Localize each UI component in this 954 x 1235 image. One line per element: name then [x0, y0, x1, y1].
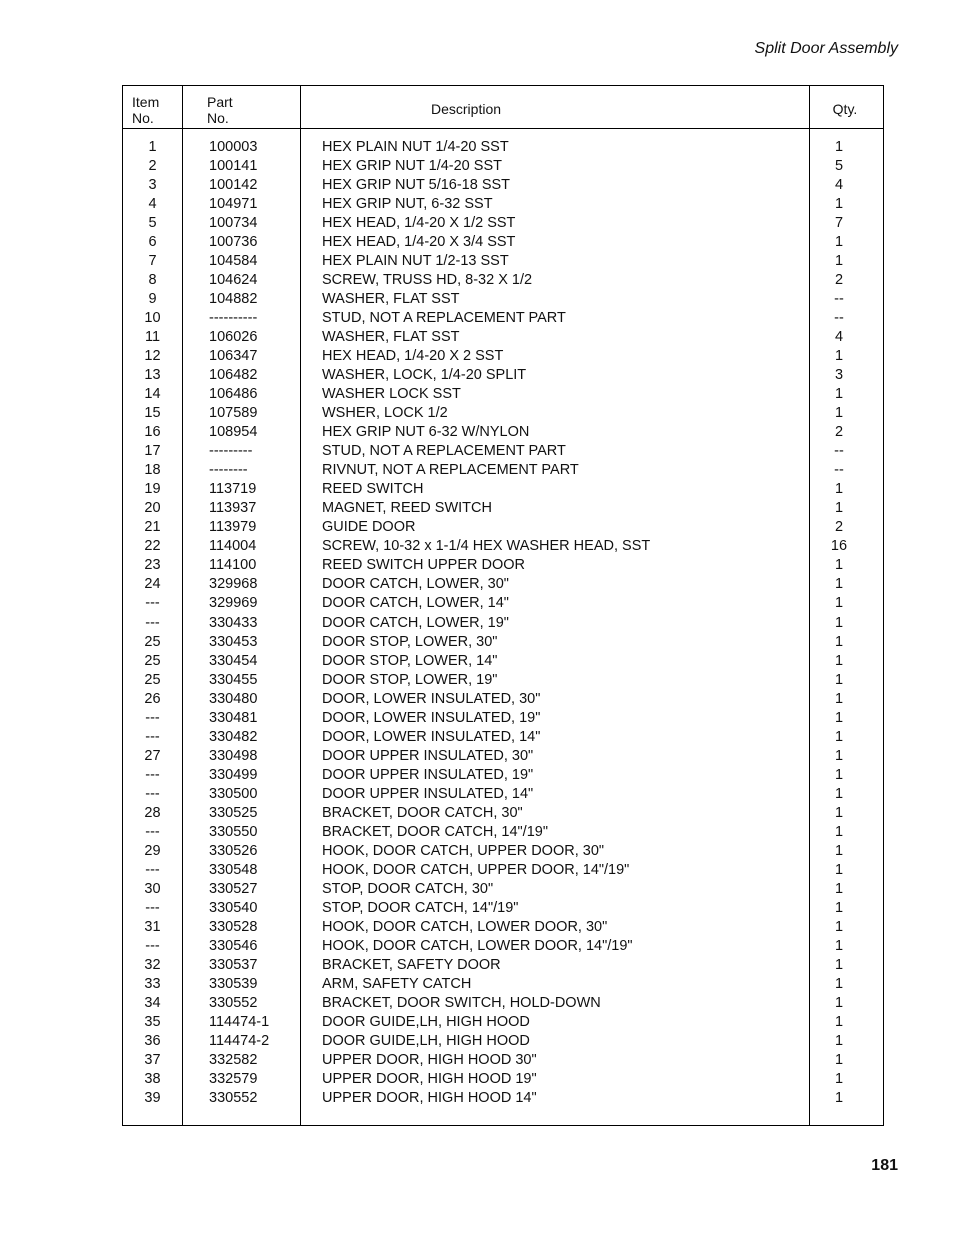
qty-cell: 4 — [834, 177, 844, 193]
description-cell: UPPER DOOR, HIGH HOOD 19" — [322, 1071, 537, 1087]
part-no-cell: 108954 — [209, 424, 258, 440]
item-no-cell: 13 — [144, 367, 161, 383]
description-cell: STUD, NOT A REPLACEMENT PART — [322, 310, 566, 326]
item-no-cell: 7 — [148, 253, 157, 269]
page-number: 181 — [871, 1157, 898, 1174]
part-no-cell: ---------- — [209, 310, 258, 326]
description-cell: WASHER, FLAT SST — [322, 329, 460, 345]
table-row — [123, 575, 883, 593]
qty-cell: -- — [834, 291, 844, 307]
part-no-cell: 330537 — [209, 957, 258, 973]
header-item-no: Item No. — [132, 94, 160, 126]
table-row — [123, 480, 883, 498]
item-no-cell: 19 — [144, 481, 161, 497]
table-row — [123, 594, 883, 612]
item-no-cell: 14 — [144, 386, 161, 402]
table-row — [123, 176, 883, 194]
part-no-cell: 330539 — [209, 976, 258, 992]
description-cell: HEX HEAD, 1/4-20 X 3/4 SST — [322, 234, 516, 250]
item-no-cell: 12 — [144, 348, 161, 364]
item-no-cell: 35 — [144, 1014, 161, 1030]
description-cell: HEX GRIP NUT 1/4-20 SST — [322, 158, 502, 174]
description-cell: HEX GRIP NUT, 6-32 SST — [322, 196, 493, 212]
part-no-cell: 330552 — [209, 1090, 258, 1106]
header-description: Description — [430, 101, 502, 117]
table-row — [123, 861, 883, 879]
table-row — [123, 709, 883, 727]
part-no-cell: 114100 — [209, 557, 257, 573]
part-no-cell: 330550 — [209, 824, 258, 840]
qty-cell: 1 — [834, 196, 844, 212]
part-no-cell: 330540 — [209, 900, 258, 916]
item-no-cell: 4 — [148, 196, 157, 212]
description-cell: WASHER, FLAT SST — [322, 291, 460, 307]
qty-cell: 2 — [834, 519, 844, 535]
qty-cell: 2 — [834, 424, 844, 440]
qty-cell: 1 — [834, 386, 844, 402]
part-no-cell: 330454 — [209, 653, 258, 669]
description-cell: DOOR UPPER INSULATED, 14" — [322, 786, 534, 802]
part-no-cell: 330433 — [209, 615, 258, 631]
description-cell: WASHER, LOCK, 1/4-20 SPLIT — [322, 367, 527, 383]
item-no-cell: 16 — [144, 424, 161, 440]
item-no-cell: 25 — [144, 672, 161, 688]
part-no-cell: 330482 — [209, 729, 258, 745]
item-no-cell: 20 — [144, 500, 161, 516]
table-row — [123, 747, 883, 765]
description-cell: SCREW, TRUSS HD, 8-32 X 1/2 — [322, 272, 533, 288]
description-cell: DOOR, LOWER INSULATED, 14" — [322, 729, 541, 745]
item-no-cell: 30 — [144, 881, 161, 897]
item-no-cell: 27 — [144, 748, 161, 764]
item-no-cell: 26 — [144, 691, 161, 707]
qty-cell: 1 — [834, 805, 844, 821]
part-no-cell: 104624 — [209, 272, 258, 288]
part-no-cell: 330499 — [209, 767, 258, 783]
table-row — [123, 956, 883, 974]
qty-cell: 1 — [834, 1090, 844, 1106]
item-no-cell: 6 — [148, 234, 157, 250]
qty-cell: 1 — [834, 748, 844, 764]
table-row — [123, 404, 883, 422]
item-no-cell: 39 — [144, 1090, 161, 1106]
description-cell: HEX HEAD, 1/4-20 X 1/2 SST — [322, 215, 516, 231]
qty-cell: 1 — [834, 557, 844, 573]
table-row — [123, 690, 883, 708]
qty-cell: 1 — [834, 348, 844, 364]
part-no-cell: 100734 — [209, 215, 258, 231]
part-no-cell: 330528 — [209, 919, 258, 935]
description-cell: HEX PLAIN NUT 1/2-13 SST — [322, 253, 509, 269]
table-row — [123, 766, 883, 784]
description-cell: HOOK, DOOR CATCH, LOWER DOOR, 14"/19" — [322, 938, 633, 954]
description-cell: HEX HEAD, 1/4-20 X 2 SST — [322, 348, 504, 364]
description-cell: DOOR STOP, LOWER, 14" — [322, 653, 498, 669]
part-no-cell: 330500 — [209, 786, 258, 802]
part-no-cell: 106347 — [209, 348, 258, 364]
item-no-cell: 25 — [144, 653, 161, 669]
qty-cell: 1 — [834, 786, 844, 802]
qty-cell: -- — [834, 443, 844, 459]
item-no-cell: 32 — [144, 957, 161, 973]
page-header-title: Split Door Assembly — [754, 40, 898, 57]
qty-cell: 1 — [834, 843, 844, 859]
qty-cell: 3 — [834, 367, 844, 383]
table-row — [123, 994, 883, 1012]
qty-cell: 1 — [834, 824, 844, 840]
item-no-cell: 5 — [148, 215, 157, 231]
table-row — [123, 290, 883, 308]
item-no-cell: --- — [145, 900, 160, 916]
table-row — [123, 633, 883, 651]
qty-cell: 1 — [834, 1033, 844, 1049]
table-row — [123, 442, 883, 460]
part-no-cell: 329969 — [209, 595, 258, 611]
qty-cell: 1 — [834, 253, 844, 269]
table-row — [123, 233, 883, 251]
item-no-cell: 38 — [144, 1071, 161, 1087]
description-cell: HEX PLAIN NUT 1/4-20 SST — [322, 139, 509, 155]
part-no-cell: 330453 — [209, 634, 258, 650]
table-row — [123, 937, 883, 955]
description-cell: STUD, NOT A REPLACEMENT PART — [322, 443, 566, 459]
table-row — [123, 214, 883, 232]
description-cell: DOOR STOP, LOWER, 19" — [322, 672, 498, 688]
description-cell: UPPER DOOR, HIGH HOOD 30" — [322, 1052, 537, 1068]
item-no-cell: --- — [145, 729, 160, 745]
description-cell: WSHER, LOCK 1/2 — [322, 405, 448, 421]
table-row — [123, 461, 883, 479]
item-no-cell: 17 — [144, 443, 161, 459]
table-row — [123, 804, 883, 822]
item-no-cell: 24 — [144, 576, 161, 592]
qty-cell: -- — [834, 310, 844, 326]
item-no-cell: 10 — [144, 310, 161, 326]
description-cell: REED SWITCH UPPER DOOR — [322, 557, 526, 573]
table-row — [123, 785, 883, 803]
description-cell: REED SWITCH — [322, 481, 424, 497]
part-no-cell: 113719 — [209, 481, 257, 497]
qty-cell: 1 — [834, 576, 844, 592]
table-row — [123, 138, 883, 156]
table-row — [123, 1032, 883, 1050]
table-row — [123, 157, 883, 175]
table-row — [123, 1013, 883, 1031]
item-no-cell: 37 — [144, 1052, 161, 1068]
item-no-cell: 11 — [144, 329, 161, 345]
qty-cell: 1 — [834, 729, 844, 745]
part-no-cell: 330546 — [209, 938, 258, 954]
table-row — [123, 1070, 883, 1088]
item-no-cell: 25 — [144, 634, 161, 650]
part-no-cell: 330548 — [209, 862, 258, 878]
qty-cell: 1 — [834, 595, 844, 611]
item-no-cell: 33 — [144, 976, 161, 992]
item-no-cell: 29 — [144, 843, 161, 859]
qty-cell: 1 — [834, 862, 844, 878]
description-cell: DOOR CATCH, LOWER, 14" — [322, 595, 509, 611]
qty-cell: 5 — [834, 158, 844, 174]
description-cell: BRACKET, DOOR CATCH, 14"/19" — [322, 824, 548, 840]
item-no-cell: 2 — [148, 158, 157, 174]
qty-cell: 1 — [834, 1014, 844, 1030]
description-cell: RIVNUT, NOT A REPLACEMENT PART — [322, 462, 579, 478]
part-no-cell: 330527 — [209, 881, 258, 897]
item-no-cell: 21 — [144, 519, 161, 535]
description-cell: DOOR GUIDE,LH, HIGH HOOD — [322, 1014, 530, 1030]
parts-table — [122, 85, 884, 1126]
qty-cell: 7 — [834, 215, 844, 231]
qty-cell: 1 — [834, 481, 844, 497]
part-no-cell: 330498 — [209, 748, 258, 764]
header-divider — [123, 128, 883, 129]
description-cell: DOOR, LOWER INSULATED, 19" — [322, 710, 541, 726]
part-no-cell: 330526 — [209, 843, 258, 859]
item-no-cell: --- — [145, 595, 160, 611]
qty-cell: 1 — [834, 767, 844, 783]
part-no-cell: 113979 — [209, 519, 257, 535]
description-cell: DOOR, LOWER INSULATED, 30" — [322, 691, 541, 707]
table-row — [123, 880, 883, 898]
header-qty: Qty. — [832, 101, 858, 117]
description-cell: BRACKET, DOOR SWITCH, HOLD-DOWN — [322, 995, 601, 1011]
item-no-cell: 28 — [144, 805, 161, 821]
item-no-cell: 1 — [148, 139, 157, 155]
qty-cell: 1 — [834, 919, 844, 935]
table-row — [123, 385, 883, 403]
description-cell: HOOK, DOOR CATCH, UPPER DOOR, 30" — [322, 843, 605, 859]
part-no-cell: 332582 — [209, 1052, 258, 1068]
qty-cell: 1 — [834, 615, 844, 631]
item-no-cell: --- — [145, 615, 160, 631]
qty-cell: 1 — [834, 653, 844, 669]
item-no-cell: 3 — [148, 177, 157, 193]
table-row — [123, 366, 883, 384]
part-no-cell: 104882 — [209, 291, 258, 307]
description-cell: DOOR CATCH, LOWER, 30" — [322, 576, 509, 592]
item-no-cell: 31 — [144, 919, 161, 935]
qty-cell: 2 — [834, 272, 844, 288]
qty-cell: 1 — [834, 957, 844, 973]
part-no-cell: 104584 — [209, 253, 258, 269]
part-no-cell: 106486 — [209, 386, 258, 402]
item-no-cell: --- — [145, 824, 160, 840]
table-row — [123, 252, 883, 270]
table-row — [123, 614, 883, 632]
description-cell: STOP, DOOR CATCH, 14"/19" — [322, 900, 519, 916]
description-cell: HOOK, DOOR CATCH, LOWER DOOR, 30" — [322, 919, 608, 935]
table-row — [123, 556, 883, 574]
table-row — [123, 728, 883, 746]
part-no-cell: 332579 — [209, 1071, 258, 1087]
item-no-cell: 22 — [144, 538, 161, 554]
table-row — [123, 842, 883, 860]
part-no-cell: 100003 — [209, 139, 258, 155]
table-row — [123, 975, 883, 993]
part-no-cell: 106482 — [209, 367, 258, 383]
part-no-cell: 330525 — [209, 805, 258, 821]
qty-cell: 1 — [834, 881, 844, 897]
table-row — [123, 347, 883, 365]
qty-cell: 4 — [834, 329, 844, 345]
table-row — [123, 328, 883, 346]
table-row — [123, 309, 883, 327]
qty-cell: 1 — [834, 976, 844, 992]
table-row — [123, 423, 883, 441]
qty-cell: 1 — [834, 234, 844, 250]
description-cell: WASHER LOCK SST — [322, 386, 461, 402]
description-cell: DOOR STOP, LOWER, 30" — [322, 634, 498, 650]
description-cell: STOP, DOOR CATCH, 30" — [322, 881, 494, 897]
table-row — [123, 918, 883, 936]
qty-cell: 1 — [834, 672, 844, 688]
qty-cell: 1 — [834, 900, 844, 916]
description-cell: DOOR UPPER INSULATED, 19" — [322, 767, 534, 783]
item-no-cell: 34 — [144, 995, 161, 1011]
item-no-cell: 9 — [148, 291, 157, 307]
table-row — [123, 652, 883, 670]
item-no-cell: 36 — [144, 1033, 161, 1049]
table-row — [123, 899, 883, 917]
part-no-cell: 107589 — [209, 405, 258, 421]
table-row — [123, 271, 883, 289]
item-no-cell: 8 — [148, 272, 157, 288]
item-no-cell: --- — [145, 710, 160, 726]
part-no-cell: 114474-2 — [209, 1033, 270, 1049]
description-cell: ARM, SAFETY CATCH — [322, 976, 472, 992]
description-cell: UPPER DOOR, HIGH HOOD 14" — [322, 1090, 537, 1106]
description-cell: DOOR CATCH, LOWER, 19" — [322, 615, 509, 631]
description-cell: SCREW, 10-32 x 1-1/4 HEX WASHER HEAD, SST — [322, 538, 651, 554]
part-no-cell: 100141 — [209, 158, 258, 174]
table-row — [123, 195, 883, 213]
qty-cell: -- — [834, 462, 844, 478]
table-row — [123, 518, 883, 536]
item-no-cell: --- — [145, 767, 160, 783]
description-cell: MAGNET, REED SWITCH — [322, 500, 492, 516]
part-no-cell: 113937 — [209, 500, 257, 516]
qty-cell: 1 — [834, 1071, 844, 1087]
part-no-cell: 114474-1 — [209, 1014, 270, 1030]
qty-cell: 1 — [834, 500, 844, 516]
part-no-cell: 114004 — [209, 538, 257, 554]
description-cell: HEX GRIP NUT 5/16-18 SST — [322, 177, 511, 193]
qty-cell: 16 — [830, 538, 848, 554]
part-no-cell: 330552 — [209, 995, 258, 1011]
item-no-cell: 23 — [144, 557, 161, 573]
table-row — [123, 537, 883, 555]
header-part-no: Part No. — [207, 94, 233, 126]
qty-cell: 1 — [834, 691, 844, 707]
part-no-cell: 330481 — [209, 710, 258, 726]
table-row — [123, 1051, 883, 1069]
part-no-cell: 100736 — [209, 234, 258, 250]
part-no-cell: 104971 — [209, 196, 258, 212]
table-row — [123, 499, 883, 517]
part-no-cell: -------- — [209, 462, 248, 478]
qty-cell: 1 — [834, 139, 844, 155]
item-no-cell: --- — [145, 862, 160, 878]
qty-cell: 1 — [834, 710, 844, 726]
part-no-cell: 330455 — [209, 672, 258, 688]
description-cell: GUIDE DOOR — [322, 519, 416, 535]
part-no-cell: 106026 — [209, 329, 258, 345]
qty-cell: 1 — [834, 995, 844, 1011]
item-no-cell: 15 — [144, 405, 161, 421]
description-cell: BRACKET, SAFETY DOOR — [322, 957, 501, 973]
item-no-cell: --- — [145, 786, 160, 802]
part-no-cell: 330480 — [209, 691, 258, 707]
description-cell: BRACKET, DOOR CATCH, 30" — [322, 805, 523, 821]
qty-cell: 1 — [834, 1052, 844, 1068]
description-cell: DOOR GUIDE,LH, HIGH HOOD — [322, 1033, 530, 1049]
part-no-cell: --------- — [209, 443, 253, 459]
table-row — [123, 823, 883, 841]
table-row — [123, 1089, 883, 1107]
part-no-cell: 329968 — [209, 576, 258, 592]
table-row — [123, 671, 883, 689]
description-cell: HEX GRIP NUT 6-32 W/NYLON — [322, 424, 530, 440]
part-no-cell: 100142 — [209, 177, 258, 193]
qty-cell: 1 — [834, 938, 844, 954]
qty-cell: 1 — [834, 634, 844, 650]
item-no-cell: --- — [145, 938, 160, 954]
description-cell: HOOK, DOOR CATCH, UPPER DOOR, 14"/19" — [322, 862, 630, 878]
qty-cell: 1 — [834, 405, 844, 421]
description-cell: DOOR UPPER INSULATED, 30" — [322, 748, 534, 764]
item-no-cell: 18 — [144, 462, 161, 478]
